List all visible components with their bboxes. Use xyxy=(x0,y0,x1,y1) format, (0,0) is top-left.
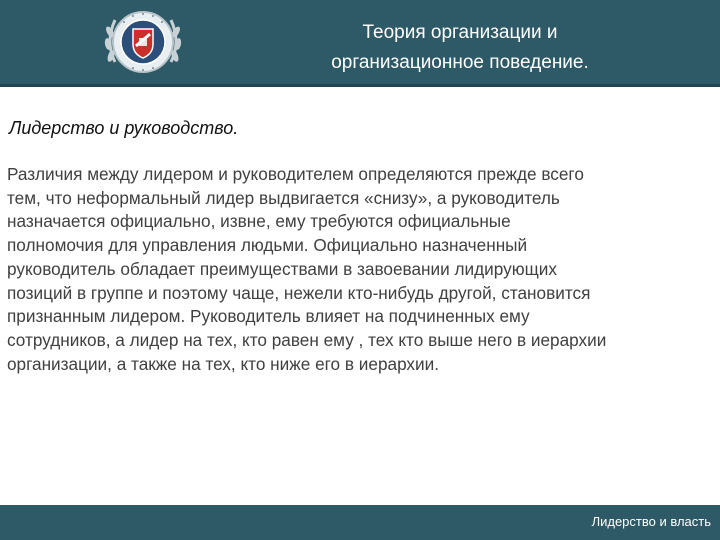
page-title xyxy=(285,18,635,78)
body-line: признанным лидером. Руководитель влияет на подчиненных ему xyxy=(7,306,530,327)
header-bar xyxy=(0,0,720,87)
title-line-2: организационное поведение. xyxy=(331,52,589,73)
body-line: сотрудников, а лидер на тех, кто равен ему , тех кто выше него в иерархии xyxy=(7,329,607,350)
body-paragraph xyxy=(7,163,717,376)
body-line: полномочия для управления людьми. Официально назначенный xyxy=(7,235,528,256)
body-line: организации, а также на тех, кто ниже его в иерархии. xyxy=(7,353,440,374)
body-line: Различия между лидером и руководителем определяются прежде всего xyxy=(7,164,584,184)
body-line: позиций в группе и поэтому чаще, нежели кто-нибудь другой, становится xyxy=(7,282,591,303)
footer-bar xyxy=(0,505,720,540)
footer-label: Лидерство и власть xyxy=(591,514,711,529)
body-line: назначается официально, извне, ему требуются официальные xyxy=(7,211,511,232)
section-heading: Лидерство и руководство. xyxy=(9,118,239,138)
title-line-1: Теория организации и xyxy=(362,22,558,43)
body-line: руководитель обладает преимуществами в завоевании лидирующих xyxy=(7,258,557,279)
body-line: тем, что неформальный лидер выдвигается «снизу», а руководитель xyxy=(7,187,560,208)
university-emblem-icon xyxy=(97,2,189,82)
